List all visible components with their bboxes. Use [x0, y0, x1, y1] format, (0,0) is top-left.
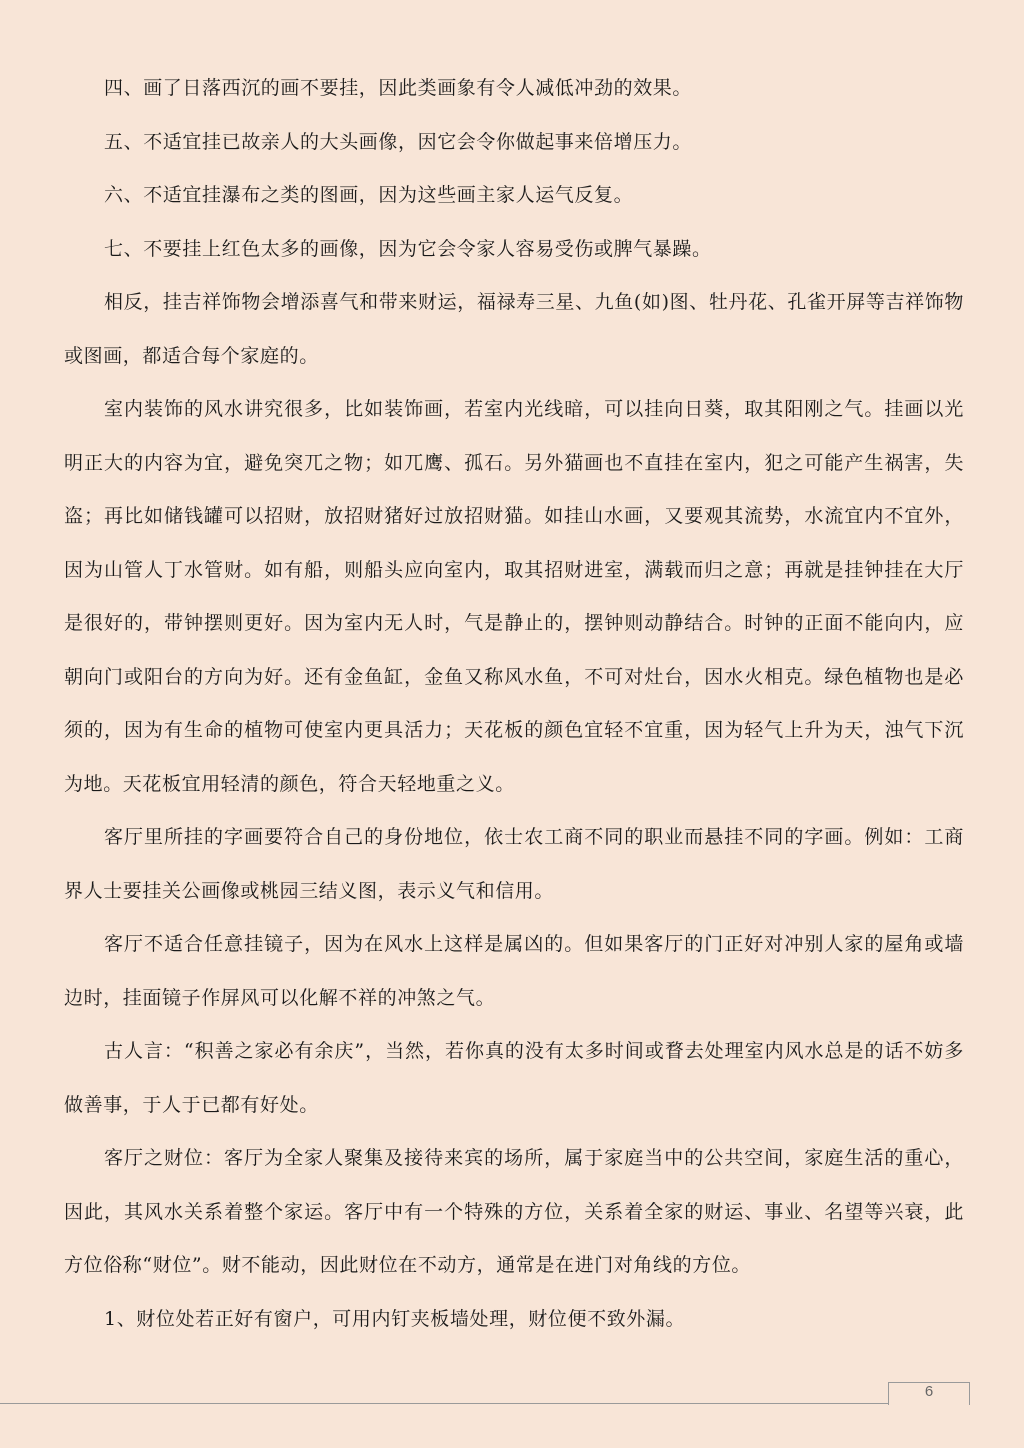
paragraph-item-5: 五、不适宜挂已故亲人的大头画像，因它会令你做起事来倍增压力。 — [104, 130, 693, 153]
paragraph-living-room-calligraphy: 客厅里所挂的字画要符合自己的身份地位，依士农工商不同的职业而悬挂不同的字画。例如：工商界人士要挂关公画像或桃园三结义图，表示义气和信用。 — [64, 826, 964, 902]
paragraph-auspicious-decorations: 相反，挂吉祥饰物会增添喜气和带来财运，福禄寿三星、九鱼(如)图、牡丹花、孔雀开屏等吉祥饰物或图画，都适合每个家庭的。 — [64, 291, 964, 367]
document-body — [64, 62, 964, 1346]
paragraph-item-4: 四、画了日落西沉的画不要挂，因此类画象有令人减低冲劲的效果。 — [104, 77, 693, 99]
footer-rule — [0, 1403, 970, 1404]
paragraph-item-7: 七、不要挂上红色太多的画像，因为它会令家人容易受伤或脾气暴躁。 — [104, 237, 712, 260]
paragraph-ancient-saying: 古人言：“积善之家必有余庆”，当然，若你真的没有太多时间或瞀去处理室内风水总是的话不妨多做善事，于人于已都有好处。 — [64, 1040, 964, 1116]
paragraph-wealth-position: 客厅之财位：客厅为全家人聚集及接待来宾的场所，属于家庭当中的公共空间，家庭生活的重心，因此，其风水关系着整个家运。客厅中有一个特殊的方位，关系着全家的财运、事业、名望等兴衰，此方位俗称“财位”。财不能动，因此财位在不动方，通常是在进门对角线的方位。 — [64, 1147, 964, 1276]
paragraph-living-room-mirror: 客厅不适合任意挂镜子，因为在风水上这样是属凶的。但如果客厅的门正好对冲别人家的屋角或墙边时，挂面镜子作屏风可以化解不祥的冲煞之气。 — [64, 933, 964, 1009]
page-number: 6 — [924, 1383, 934, 1400]
paragraph-item-6: 六、不适宜挂瀑布之类的图画，因为这些画主家人运气反复。 — [104, 184, 634, 206]
paragraph-wealth-item-1: 1、财位处若正好有窗户，可用内钉夹板墙处理，财位便不致外漏。 — [104, 1307, 686, 1330]
paragraph-interior-decoration: 室内装饰的风水讲究很多，比如装饰画，若室内光线暗，可以挂向日葵，取其阳刚之气。挂画以光明正大的内容为宜，避免突兀之物；如兀鹰、孤石。另外猫画也不直挂在室内，犯之可能产生祸害，失盗；再比如储钱罐可以招财，放招财猪好过放招财猫。如挂山水画，又要观其流势，水流宜内不宜外，因为山管人丁水管财。如有船，则船头应向室内，取其招财进室，满载而归之意；再就是挂钟挂在大厅是很好的，带钟摆则更好。因为室内无人时，气是静止的，摆钟则动静结合。时钟的正面不能向内，应朝向门或阳台的方向为好。还有金鱼缸，金鱼又称风水鱼，不可对灶台，因水火相克。绿色植物也是必须的，因为有生命的植物可使室内更具活力；天花板的颜色宜轻不宜重，因为轻气上升为天，浊气下沉为地。天花板宜用轻清的颜色，符合天轻地重之义。 — [64, 398, 964, 795]
